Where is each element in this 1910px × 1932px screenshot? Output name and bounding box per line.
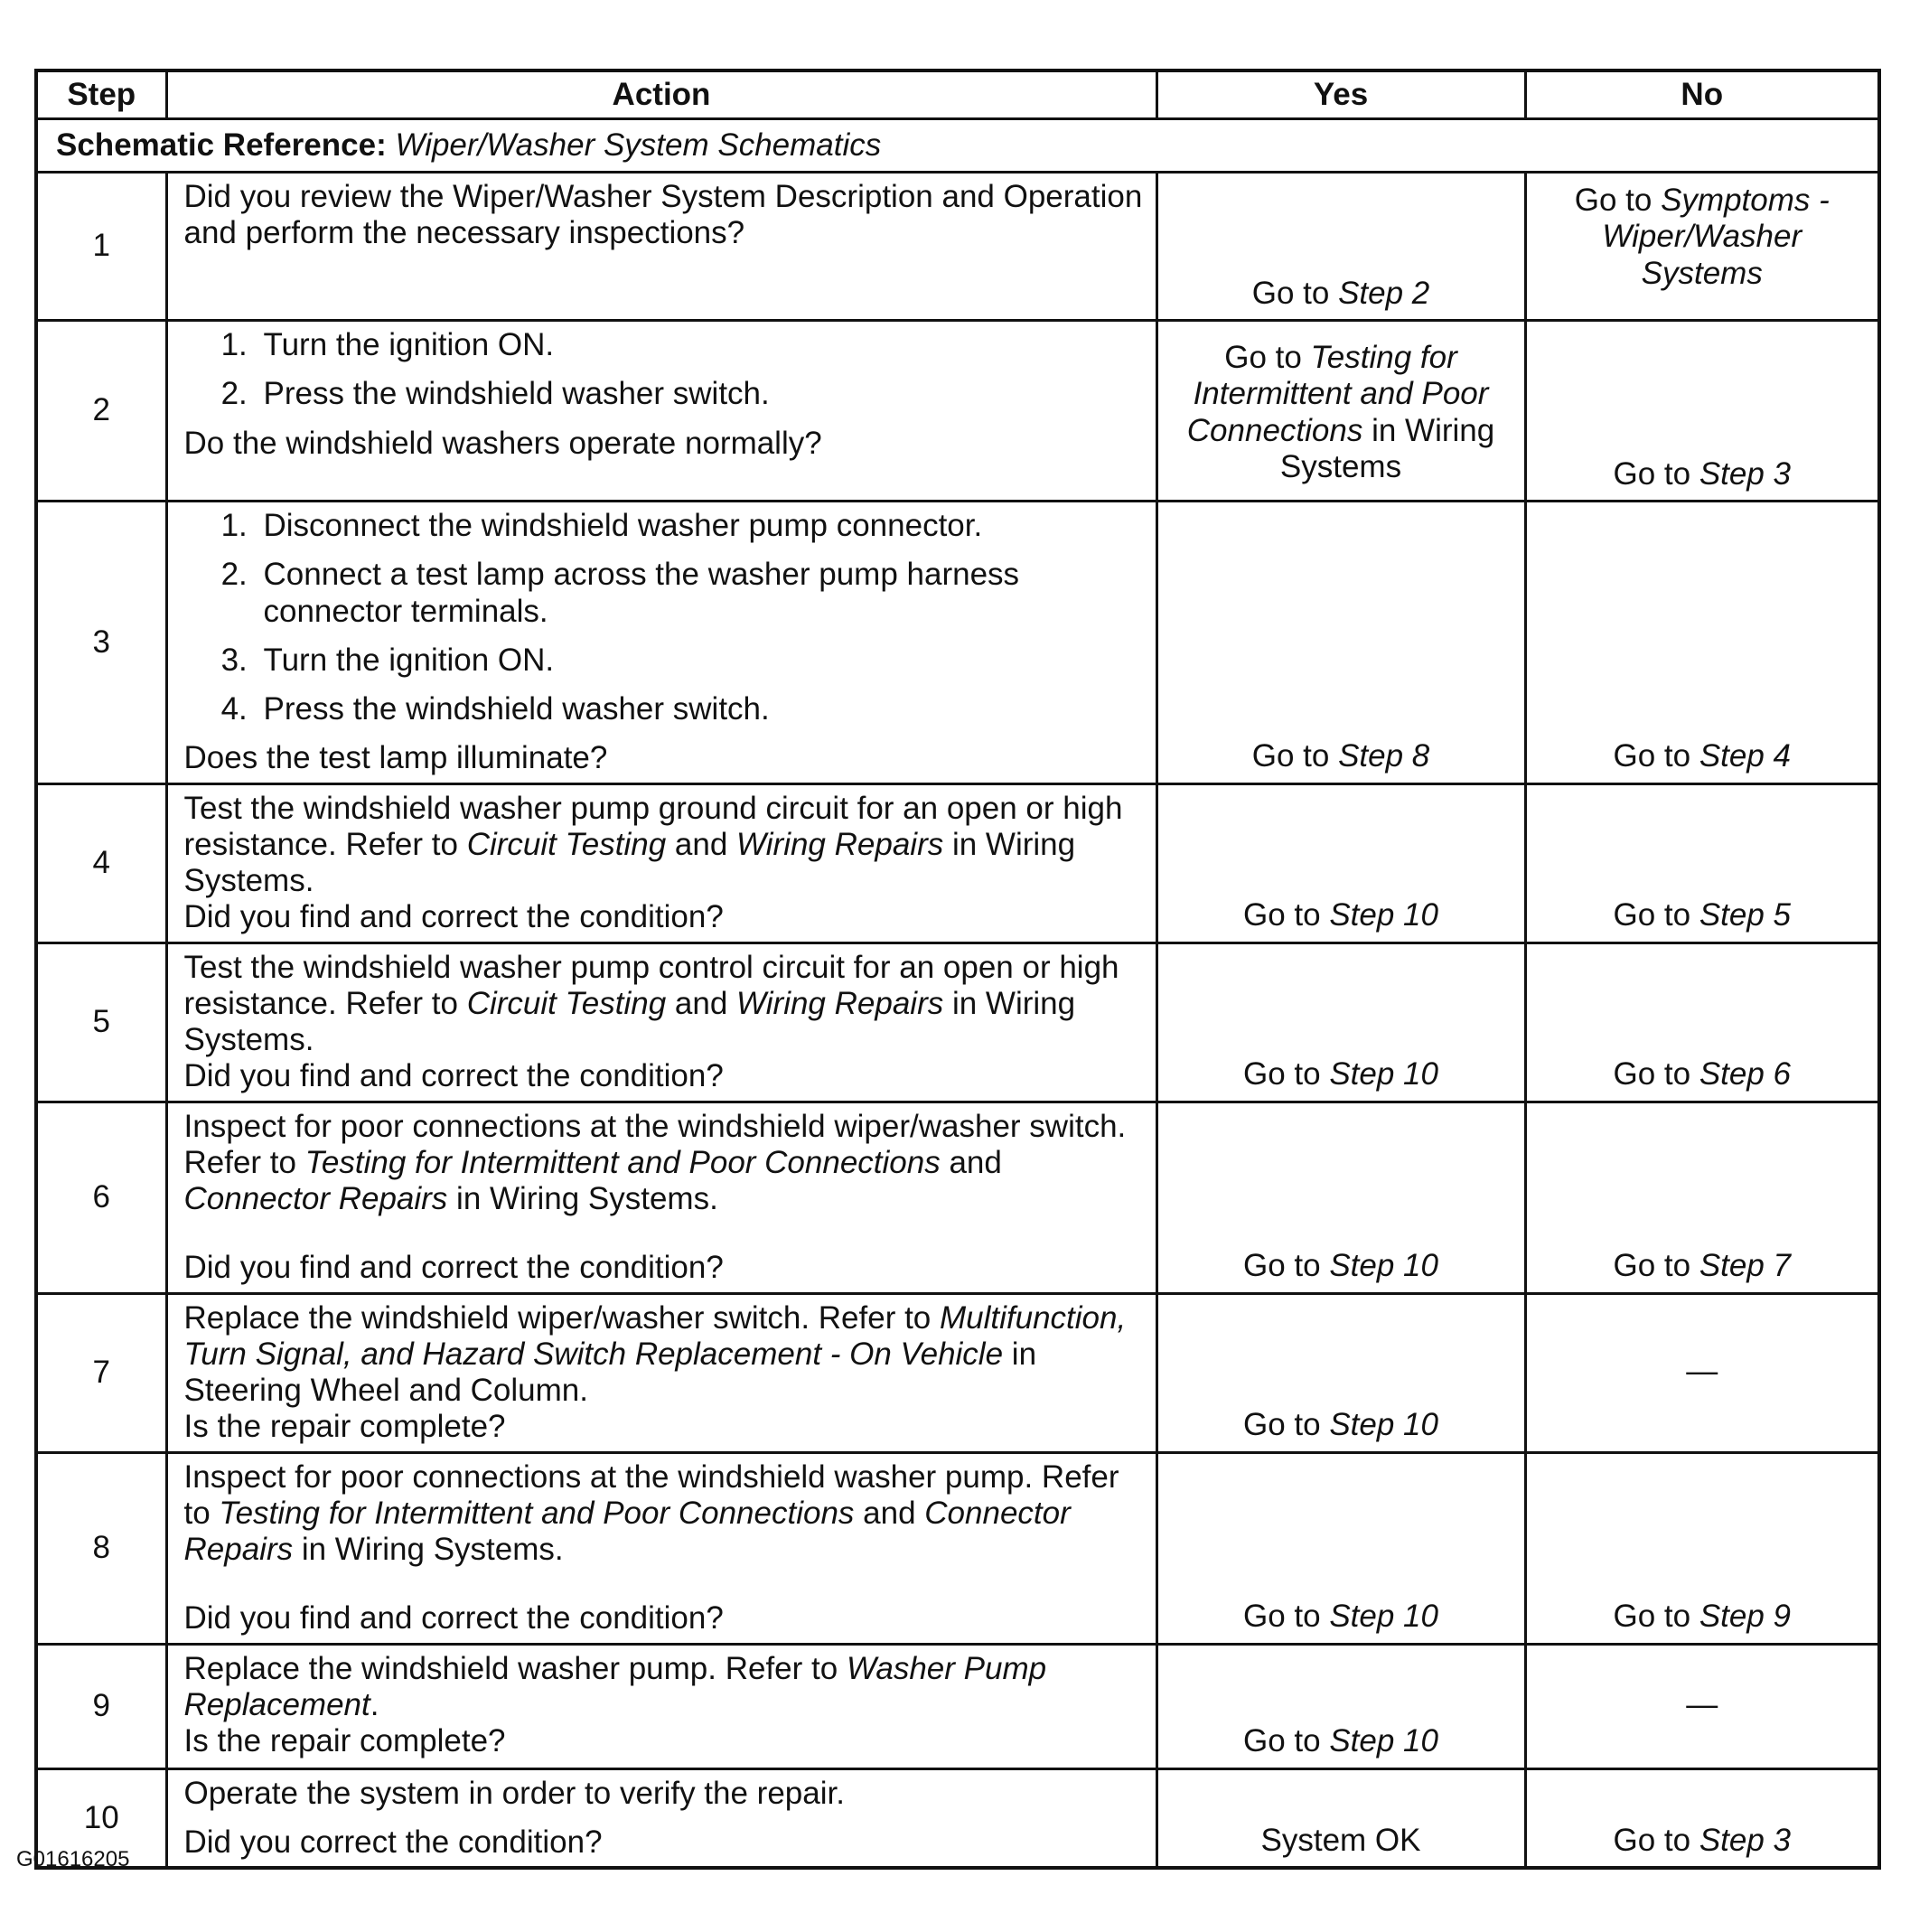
action-text: Test the windshield washer pump ground circuit for an open or high resistance. Refer to — [183, 790, 1123, 862]
action-link[interactable]: Circuit Testing — [466, 826, 667, 862]
action-link[interactable]: Connector Repairs — [183, 1495, 1071, 1567]
yes-cell — [1156, 321, 1525, 502]
action-link[interactable]: Circuit Testing — [466, 985, 667, 1021]
list-item: 2. Press the windshield washer switch. — [257, 376, 1143, 412]
action-link[interactable]: Wiring Repairs — [736, 826, 944, 862]
no-link[interactable]: Step 7 — [1699, 1248, 1792, 1284]
action-cell — [166, 173, 1156, 321]
step-number: 4 — [36, 783, 166, 943]
yes-cell — [1156, 1768, 1525, 1868]
yes-prefix: Go to — [1243, 1723, 1330, 1759]
action-cell — [166, 321, 1156, 502]
no-prefix: Go to — [1574, 183, 1662, 219]
yes-link[interactable]: Testing for Intermittent and Poor Connections — [1186, 340, 1489, 448]
action-instruction — [184, 1109, 1143, 1218]
action-list — [184, 508, 1143, 727]
action-link[interactable]: Multifunction, Turn Signal, and Hazard Switch Replacement - On Vehicle — [183, 1299, 1127, 1372]
no-prefix: Go to — [1613, 1822, 1699, 1858]
yes-link[interactable]: Step 8 — [1338, 738, 1430, 774]
no-dash: — — [1686, 1686, 1718, 1722]
action-question: Do the windshield washers operate normally? — [183, 425, 822, 461]
action-link[interactable]: Connector Repairs — [183, 1181, 448, 1216]
action-question: Did you find and correct the condition? — [183, 1600, 724, 1637]
list-item: 1. Turn the ignition ON. — [257, 327, 1143, 363]
action-text: Inspect for poor connections at the windshield washer pump. Refer to — [183, 1458, 1119, 1531]
yes-cell — [1156, 502, 1525, 784]
step-number: 6 — [36, 1102, 166, 1293]
yes-prefix: Go to — [1243, 897, 1330, 933]
action-cell — [166, 1102, 1156, 1293]
yes-prefix: Go to — [1251, 738, 1339, 774]
yes-cell — [1156, 173, 1525, 321]
table-row — [36, 1644, 1879, 1768]
action-cell — [166, 1293, 1156, 1452]
action-text: Replace the windshield washer pump. Refer to — [183, 1650, 847, 1686]
no-prefix: Go to — [1613, 1056, 1699, 1093]
yes-link[interactable]: Step 10 — [1329, 897, 1438, 933]
yes-link[interactable]: Step 2 — [1338, 275, 1430, 311]
action-question: Is the repair complete? — [183, 1723, 506, 1758]
step-number: 1 — [36, 173, 166, 321]
action-cell — [166, 502, 1156, 784]
yes-prefix: Go to — [1243, 1407, 1330, 1443]
action-question: Did you find and correct the condition? — [183, 899, 724, 935]
no-dash: — — [1686, 1353, 1718, 1389]
action-instruction — [184, 791, 1143, 900]
yes-link[interactable]: Step 10 — [1329, 1248, 1438, 1284]
action-text: and — [666, 985, 737, 1021]
no-link[interactable]: Step 5 — [1699, 897, 1792, 933]
action-cell — [166, 943, 1156, 1102]
action-text: Test the windshield washer pump control circuit for an open or high resistance. Refer to — [183, 949, 1119, 1021]
header-action: Action — [166, 70, 1156, 119]
action-instruction — [184, 1651, 1143, 1724]
no-prefix: Go to — [1613, 897, 1699, 933]
yes-link[interactable]: Step 10 — [1329, 1723, 1438, 1759]
no-cell — [1525, 173, 1879, 321]
action-text: and — [666, 826, 737, 862]
action-cell — [166, 1452, 1156, 1644]
spacer — [184, 1217, 1143, 1250]
action-instruction — [184, 1459, 1143, 1569]
table-row — [36, 1102, 1879, 1293]
action-link[interactable]: Testing for Intermittent and Poor Connections — [219, 1495, 855, 1531]
no-prefix: Go to — [1613, 1599, 1699, 1635]
action-text: and — [854, 1495, 925, 1531]
action-question: Did you find and correct the condition? — [183, 1058, 724, 1094]
action-question: Is the repair complete? — [183, 1409, 506, 1445]
step-number: 5 — [36, 943, 166, 1102]
schematic-label: Schematic Reference: — [56, 127, 387, 163]
table-row — [36, 1452, 1879, 1644]
yes-cell — [1156, 1452, 1525, 1644]
step-number: 7 — [36, 1293, 166, 1452]
action-link[interactable]: Wiring Repairs — [736, 985, 944, 1021]
list-item: 4. Press the windshield washer switch. — [257, 691, 1143, 727]
list-item: 1. Disconnect the windshield washer pump connector. — [257, 508, 1143, 544]
yes-cell — [1156, 1293, 1525, 1452]
step-number: 2 — [36, 321, 166, 502]
schematic-reference — [36, 119, 1879, 173]
yes-link[interactable]: Step 10 — [1329, 1407, 1438, 1443]
no-prefix: Go to — [1613, 738, 1699, 774]
yes-cell — [1156, 1102, 1525, 1293]
no-cell — [1525, 1644, 1879, 1768]
no-cell — [1525, 783, 1879, 943]
spacer — [184, 1568, 1143, 1600]
yes-link[interactable]: Step 10 — [1329, 1599, 1438, 1635]
no-cell — [1525, 321, 1879, 502]
action-instruction: Operate the system in order to verify the repair. — [183, 1775, 845, 1811]
table-row — [36, 173, 1879, 321]
action-text: in Wiring Systems. — [183, 826, 1076, 898]
action-link[interactable]: Testing for Intermittent and Poor Connections — [304, 1144, 941, 1180]
yes-cell — [1156, 783, 1525, 943]
no-cell — [1525, 1102, 1879, 1293]
no-link[interactable]: Step 4 — [1699, 738, 1792, 774]
header-no: No — [1525, 70, 1879, 119]
yes-prefix: Go to — [1243, 1248, 1330, 1284]
no-cell — [1525, 943, 1879, 1102]
diagnostic-table — [34, 69, 1881, 1870]
step-number: 10 — [36, 1768, 166, 1868]
figure-id: G01616205 — [16, 1847, 130, 1871]
yes-text: System OK — [1260, 1822, 1421, 1858]
yes-prefix: Go to — [1251, 275, 1339, 311]
yes-cell — [1156, 943, 1525, 1102]
schematic-link[interactable]: Wiper/Washer System Schematics — [395, 127, 882, 163]
table-row — [36, 783, 1879, 943]
action-text: Replace the windshield wiper/washer switch. Refer to — [183, 1299, 940, 1336]
action-question: Did you find and correct the condition? — [183, 1250, 724, 1286]
header-yes: Yes — [1156, 70, 1525, 119]
table-row — [36, 502, 1879, 784]
action-instruction — [184, 950, 1143, 1059]
schematic-row — [36, 119, 1879, 173]
no-cell — [1525, 502, 1879, 784]
no-link[interactable]: Step 9 — [1699, 1599, 1792, 1635]
table-row — [36, 321, 1879, 502]
step-number: 8 — [36, 1452, 166, 1644]
action-cell — [166, 1768, 1156, 1868]
action-link[interactable]: Washer Pump Replacement — [183, 1650, 1047, 1722]
action-instruction — [184, 1300, 1143, 1410]
step-number: 9 — [36, 1644, 166, 1768]
yes-prefix: Go to — [1224, 340, 1311, 375]
no-link[interactable]: Step 3 — [1699, 455, 1792, 492]
list-item: 2. Connect a test lamp across the washer pump harness connector terminals. — [257, 557, 1143, 630]
action-text: . — [370, 1686, 379, 1722]
no-link[interactable]: Symptoms - Wiper/Washer Systems — [1602, 183, 1830, 291]
table-row — [36, 1768, 1879, 1868]
action-cell — [166, 1644, 1156, 1768]
no-link[interactable]: Step 6 — [1699, 1056, 1792, 1093]
no-prefix: Go to — [1613, 455, 1699, 492]
header-row — [36, 70, 1879, 119]
action-text: in Wiring Systems. — [447, 1181, 718, 1216]
action-text: in Wiring Systems. — [293, 1532, 564, 1567]
action-cell — [166, 783, 1156, 943]
no-cell — [1525, 1452, 1879, 1644]
yes-prefix: Go to — [1243, 1056, 1330, 1093]
action-list — [184, 327, 1143, 413]
yes-prefix: Go to — [1243, 1599, 1330, 1635]
no-prefix: Go to — [1613, 1248, 1699, 1284]
action-question: Did you review the Wiper/Washer System Description and Operation and perform the necessary inspections? — [183, 179, 1143, 251]
table-row — [36, 1293, 1879, 1452]
yes-suffix: in Wiring Systems — [1279, 412, 1495, 484]
step-number: 3 — [36, 502, 166, 784]
action-question: Did you correct the condition? — [183, 1824, 603, 1860]
yes-link[interactable]: Step 10 — [1329, 1056, 1438, 1093]
no-cell — [1525, 1768, 1879, 1868]
list-item: 3. Turn the ignition ON. — [257, 642, 1143, 679]
action-text: in Wiring Systems. — [183, 985, 1076, 1057]
action-question: Does the test lamp illuminate? — [183, 740, 608, 776]
no-cell — [1525, 1293, 1879, 1452]
no-link[interactable]: Step 3 — [1699, 1822, 1792, 1858]
action-text: Inspect for poor connections at the windshield wiper/washer switch. Refer to — [183, 1108, 1127, 1180]
yes-cell — [1156, 1644, 1525, 1768]
action-text: in Steering Wheel and Column. — [183, 1336, 1037, 1408]
header-step: Step — [36, 70, 166, 119]
table-row — [36, 943, 1879, 1102]
action-text: and — [940, 1144, 1002, 1180]
